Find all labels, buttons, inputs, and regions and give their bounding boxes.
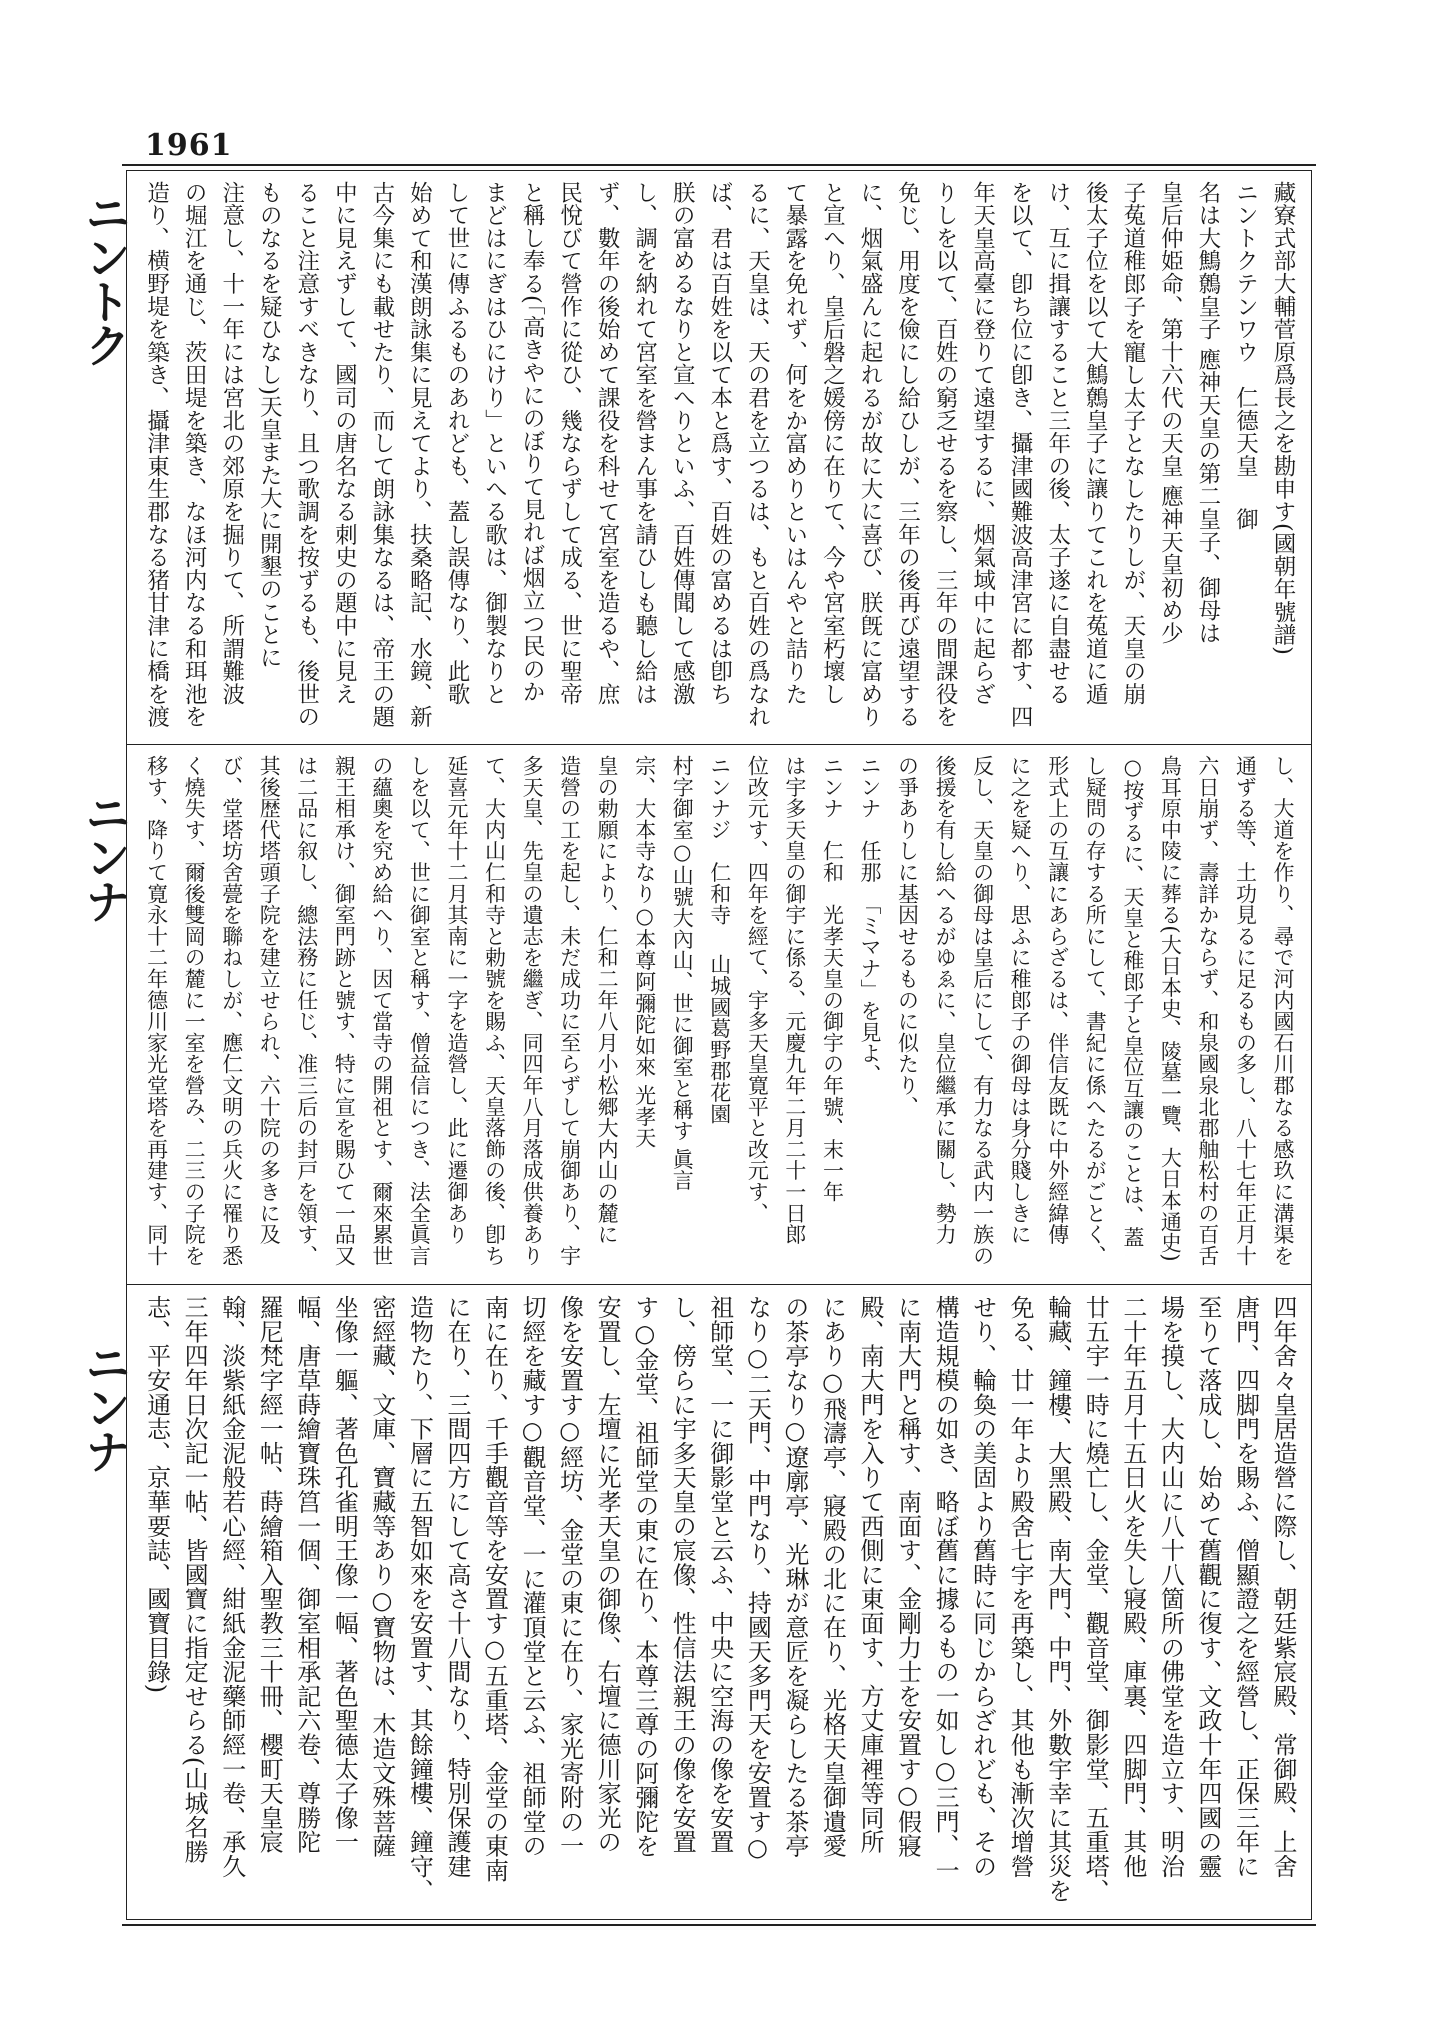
text-line: 始めて和漢朗詠集に見えてより、扶桑略記、水鏡、新 (406, 181, 433, 729)
text-line: し、調を納れて宮室を營まん事を請ひしも聽し給は (631, 181, 658, 706)
text-line: て暴露を免れず、何をか富めりといはんやと詰りた (781, 181, 808, 706)
text-line: 二十年五月十五日火を失し寢殿、庫裏、四脚門、其他 (1118, 1295, 1147, 1879)
text-line: ば、君は百姓を以て本と爲す、百姓の富めるは卽ち (706, 181, 733, 706)
text-line: 宗、大本寺なり○本尊阿彌陀如來 光孝天 (632, 755, 657, 1149)
text-line: す○金堂、祖師堂の東に在り、本尊三尊の阿彌陀を (630, 1295, 659, 1858)
text-line: にあり○飛濤亭、寢殿の北に在り、光格天皇御遺愛 (818, 1295, 847, 1858)
text-line: 注意し、十一年には宮北の郊原を掘りて、所謂難波 (218, 181, 245, 706)
text-line: まどはにぎはひにけり」といへる歌は、御製なりと (481, 181, 508, 706)
text-line: なり○二天門、中門なり、持國天多門天を安置す○ (743, 1295, 772, 1862)
text-line: るに、天皇は、天の君を立つるは、もと百姓の爲なれ (744, 181, 771, 729)
text-line: け、互に揖讓すること三年の後、太子遂に自盡せる (1044, 181, 1071, 706)
text-line: 民悅びて營作に從ひ、幾ならずして成る、世に聖帝 (556, 181, 583, 706)
text-line: を以て、卽ち位に卽き、攝津國難波高津宮に都す、四 (1007, 181, 1034, 729)
text-line: 志、平安通志、京華要誌、國寶目錄) (142, 1295, 171, 1694)
text-line: 四年舍々皇居造營に際し、朝廷紫宸殿、常御殿、上舍 (1269, 1295, 1297, 1879)
text-line: ものなるを疑ひなし)天皇また大に開墾のことに (256, 181, 283, 669)
text-line: に南大門と稱す、南面す、金剛力士を安置す○假寢 (893, 1295, 922, 1858)
text-line: は二品に叙し、總法務に任じ、准三后の封戸を領す、 (294, 755, 319, 1267)
text-line: に、烟氣盛んに起れるが故に大に喜び、朕旣に富めり (856, 181, 883, 729)
margin-header-2: ニンナ (78, 790, 132, 922)
text-line: ○按ずるに、天皇と稚郎子と皇位互讓のことは、蓋 (1120, 755, 1145, 1248)
text-line: 密經藏、文庫、寶藏等あり○寶物は、木造文殊菩薩 (367, 1295, 396, 1858)
text-line: 構造規模の如き、略ぼ舊に據るもの一如し○三門、一 (931, 1295, 960, 1883)
text-line: 藏寮式部大輔菅原爲長之を勘申す(國朝年號譜) (1270, 181, 1296, 656)
text-line: 多天皇、先皇の遺志を繼ぎ、同四年八月落成供養あり (520, 755, 545, 1267)
text-line: の堀江を通じ、茨田堤を築き、なほ河内なる和珥池を (181, 181, 208, 729)
text-column (137, 755, 1301, 1266)
text-line: ニントクテンワウ 仁德天皇 御 (1232, 181, 1259, 531)
text-line: の蘊奧を究め給へり、因て當寺の開祖とす、爾來累世 (369, 755, 394, 1267)
text-line: 其後歴代塔頭子院を建立せられ、六十院の多きに及 (257, 755, 282, 1245)
text-line: 場を摸し、大内山に八十八箇所の佛堂を造立す、明治 (1156, 1295, 1185, 1879)
text-line: ニンナ 任那 「ミマナ」を見よ、 (857, 755, 882, 1086)
text-line: 古今集にも載せたり、而して朗詠集なるは、帝王の題 (368, 181, 395, 729)
text-line: して世に傳ふるものあれども、蓋し誤傳なり、此歌 (443, 181, 470, 706)
text-line: せり、輪奐の美固より舊時に同じからざれども、その (968, 1295, 997, 1879)
page-frame (122, 164, 1316, 1926)
text-line: 切經を藏す○觀音堂、一に灌頂堂と云ふ、祖師堂の (518, 1295, 547, 1858)
text-line: ず、數年の後始めて課役を科せて宮室を造るや、庶 (594, 181, 621, 706)
text-line: 翰、淡紫紙金泥般若心經、紺紙金泥藥師經一卷、承久 (217, 1295, 246, 1879)
text-line: 祖師堂、一に御影堂と云ふ、中央に空海の像を安置 (705, 1295, 734, 1854)
text-line: 年天皇高臺に登りて遠望するに、烟氣域中に起らざ (969, 181, 996, 706)
text-line: 通ずる等、土功見るに足るもの多し、八十七年正月十 (1233, 755, 1258, 1267)
text-line: し、大道を作り、尋で河内國石川郡なる感玖に溝渠を (1271, 755, 1295, 1267)
text-line: 像を安置す○經坊、金堂の東に在り、家光寄附の一 (555, 1295, 584, 1858)
text-line: 免る、廿一年より殿舍七宇を再築し、其他も漸次增營 (1006, 1295, 1035, 1879)
text-line: 幅、唐草蒔繪寶珠筥一個、御室相承記六卷、尊勝陀 (292, 1295, 321, 1854)
margin-header-1: ニントク (78, 190, 132, 366)
text-line: 皇の勅願により、仁和二年八月小松郷大内山の麓に (595, 755, 620, 1245)
text-line: 坐像一軀、著色孔雀明王像一幅、著色聖德太子像一 (330, 1295, 359, 1854)
text-line: 朕の富めるなりと宣へりといふ、百姓傳聞して感激 (669, 181, 696, 706)
text-line: 位改元す、四年を經て、宇多天皇寛平と改元す、 (745, 755, 770, 1224)
text-line: 廿五宇一時に燒亡し、金堂、觀音堂、御影堂、五重塔、 (1081, 1295, 1110, 1903)
text-line: 村字御室○山號大內山、世に御室と稱す 眞言 (670, 755, 695, 1191)
section-ninnaji (127, 1285, 1311, 1919)
text-line: と宣へり、皇后磐之媛傍に在りて、今や宮室朽壞し (819, 181, 846, 706)
text-line: 輪藏、鐘樓、大黑殿、南大門、中門、外數宇幸に其災を (1043, 1295, 1072, 1903)
text-line: し、傍らに宇多天皇の宸像、性信法親王の像を安置 (668, 1295, 697, 1854)
text-line: は宇多天皇の御宇に係る、元慶九年二月二十一日郎 (782, 755, 807, 1245)
text-line: 殿、南大門を入りて西側に東面す、方丈庫裡等同所 (855, 1295, 884, 1854)
text-frame (126, 170, 1312, 1920)
text-line: 名は大鷦鷯皇子 應神天皇の第二皇子、御母は (1194, 181, 1221, 645)
page-number: 1961 (145, 128, 233, 163)
text-line: に之を疑へり、思ふに稚郎子の御母は身分賤しきに (1008, 755, 1033, 1245)
section-ninkoku (127, 171, 1311, 743)
text-line: 後援を有し給へるがゆゑに、皇位繼承に關し、勢力 (933, 755, 958, 1245)
text-line: 中に見えずして、國司の唐名なる刺史の題中に見え (331, 181, 358, 706)
text-line: と稱し奉る(「高きやにのぼりて見れば烟立つ民のか (519, 181, 546, 704)
text-line: 子菟道稚郎子を寵し太子となしたりしが、天皇の崩 (1119, 181, 1146, 706)
text-line: 三年四年日次記一帖、皆國寶に指定せらる(山城名勝 (180, 1295, 209, 1864)
text-line: て、大内山仁和寺と勅號を賜ふ、天皇落飾の後、卽ち (482, 755, 507, 1267)
text-line: に在り、三間四方にして高さ十八間なり、特別保護建 (442, 1295, 471, 1879)
text-line: 唐門、四脚門を賜ふ、僧顯證之を經營し、正保三年に (1231, 1295, 1260, 1879)
text-line: りしを以て、百姓の窮乏せるを察し、三年の間課役を (932, 181, 959, 729)
text-line: 造營の工を起し、未だ成功に至らずして崩御あり、宇 (557, 755, 582, 1267)
text-line: 造物たり、下層に五智如來を安置す、其餘鐘樓、鐘守、 (405, 1295, 434, 1903)
text-line: 鳥耳原中陵に葬る(大日本史、陵墓一覽、大日本通史) (1158, 755, 1183, 1262)
margin-header-3: ニンナ (78, 1340, 132, 1472)
text-line: 反し、天皇の御母は皇后にして、有力なる武内一族の (970, 755, 995, 1267)
text-line: 六日崩ず、壽詳かならず、和泉國泉北郡舳松村の百舌 (1195, 755, 1220, 1267)
text-line: く燒失す、爾後雙岡の麓に一室を營み、二三の子院を (182, 755, 207, 1267)
text-line: ニンナジ 仁和寺 山城國葛野郡花園 (707, 755, 732, 1125)
text-line: し疑問の存する所にして、書紀に係へたるがごとく、 (1083, 755, 1108, 1267)
text-line: 免じ、用度を儉にし給ひしが、三年の後再び遠望する (894, 181, 921, 729)
text-line: ニンナ 仁和 光孝天皇の御宇の年號、末一年 (820, 755, 845, 1203)
text-line: 形式上の互讓にあらざるは、伴信友既に中外經緯傳 (1045, 755, 1070, 1245)
text-line: び、堂塔坊舍甍を聯ねしが、應仁文明の兵火に罹り悉 (219, 755, 244, 1267)
section-ninna (127, 745, 1311, 1283)
text-line: 皇后仲姫命、第十六代の天皇 應神天皇初め少 (1157, 181, 1184, 645)
text-line: 至りて落成し、始めて舊觀に復す、文政十年四國の靈 (1193, 1295, 1222, 1879)
text-line: 後太子位を以て大鷦鷯皇子に讓りてこれを菟道に遁 (1082, 181, 1109, 706)
text-line: 安置し、左壇に光孝天皇の御像、右壇に德川家光の (593, 1295, 622, 1854)
text-line: 親王相承け、御室門跡と號す、特に宣を賜ひて一品又 (332, 755, 357, 1267)
text-line: の茶亭なり○遼廓亭、光琳が意匠を凝らしたる茶亭 (780, 1295, 809, 1858)
text-line: しを以て、世に御室と稱す、僧益信につき、法全眞言 (407, 755, 432, 1267)
text-line: ること注意すべきなり、且つ歌調を按ずるも、後世の (293, 181, 320, 729)
text-line: 延喜元年十二月其南に一字を造營し、此に遷御あり (444, 755, 469, 1245)
text-line: 南に在り、千手觀音等を安置す○五重塔、金堂の東南 (480, 1295, 509, 1883)
text-column (137, 181, 1301, 728)
text-line: 造り、横野堤を築き、攝津東生郡なる猪甘津に橋を渡 (143, 181, 170, 729)
text-column (137, 1295, 1301, 1903)
text-line: 移す、降りて寛永十二年德川家光堂塔を再建す、同十 (144, 755, 169, 1267)
text-line: 羅尼梵字經一帖、蒔繪箱入聖教三十冊、櫻町天皇宸 (255, 1295, 284, 1854)
text-line: の爭ありしに基因せるものに似たり、 (895, 755, 920, 1118)
